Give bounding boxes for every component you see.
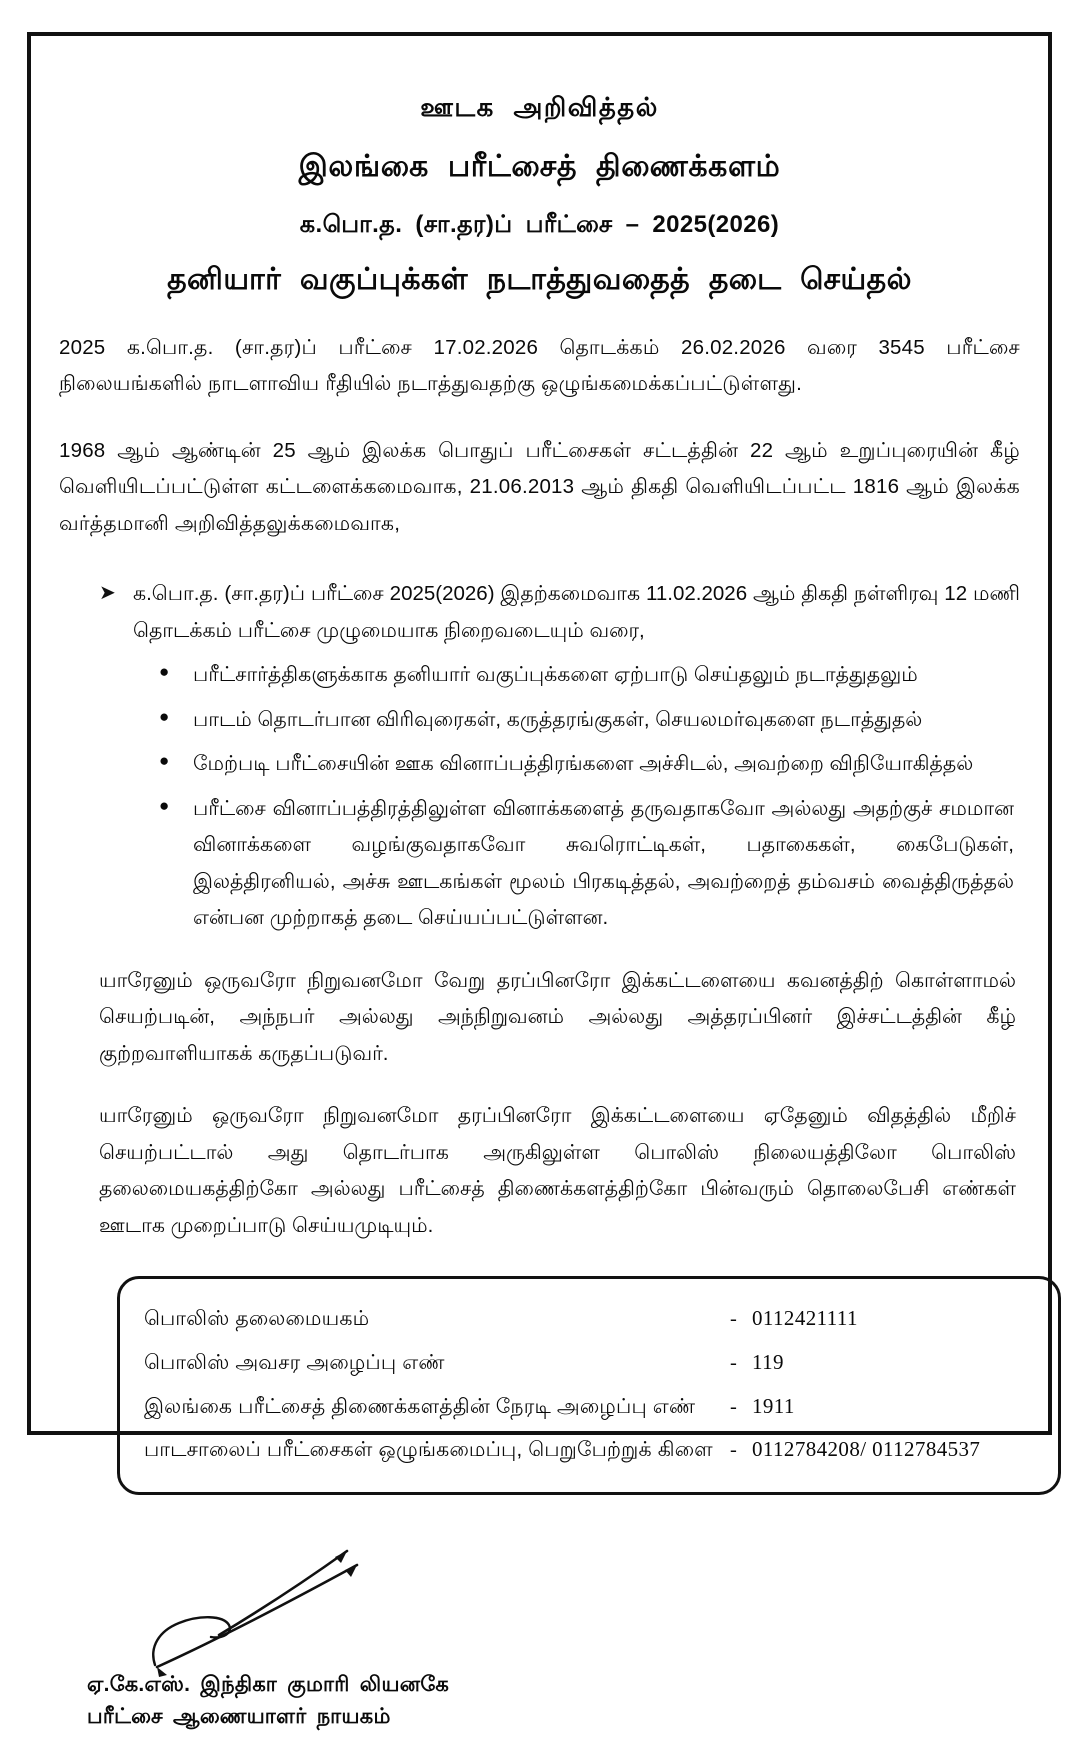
contact-row	[120, 1385, 1058, 1429]
contact-dash: -	[730, 1308, 737, 1331]
list-item	[159, 657, 1020, 693]
contact-label: பொலிஸ் அவசர அழைப்பு எண்	[144, 1350, 445, 1374]
media-notice-heading: ஊடக அறிவித்தல்	[420, 92, 659, 122]
dot-bullet-icon: ●	[159, 751, 170, 771]
list-item-label: பரீட்சார்த்திகளுக்காக தனியார் வகுப்புக்களை ஏற்பாடு செய்தலும் நடாத்துதலும்	[193, 663, 918, 687]
page-title: தனியார் வகுப்புக்கள் நடாத்துவதைத் தடை செய்தல்	[167, 262, 912, 296]
signatory-name: ஏ.கே.எஸ். இந்திகா குமாரி லியனகே	[87, 1673, 450, 1697]
list-item	[159, 746, 1020, 782]
contact-dash: -	[730, 1439, 737, 1462]
contact-number: 0112784208/ 0112784537	[752, 1437, 981, 1462]
contact-number: 1911	[752, 1393, 795, 1418]
prohibition-lead-row	[59, 576, 1020, 649]
act-reference-paragraph: 1968 ஆம் ஆண்டின் 25 ஆம் இலக்க பொதுப் பரீட்சைகள் சட்டத்தின் 22 ஆம் உறுப்புரையின் கீழ் வெளியிடப்பட்டுள்ள கட்டளைக்கமைவாக, 21.06.2013 ஆம் திகதி வெளியிடப்பட்ட 1816 ஆம் இலக்க வர்த்தமானி அறிவித்தலுக்கமைவாக,	[59, 438, 1020, 535]
contact-dash: -	[730, 1351, 737, 1374]
intro-paragraph: 2025 க.பொ.த. (சா.தர)ப் பரீட்சை 17.02.2026 தொடக்கம் 26.02.2026 வரை 3545 பரீட்சை நிலையங்களில் நாடளாவிய ரீதியில் நடாத்துவதற்கு ஒழுங்கமைக்கப்பட்டுள்ளது.	[59, 335, 1020, 396]
contact-row	[120, 1297, 1058, 1341]
signatory-title: பரீட்சை ஆணையாளர் நாயகம்	[87, 1705, 391, 1729]
contact-row	[120, 1428, 1058, 1472]
dot-bullet-icon: ●	[159, 662, 170, 682]
dot-bullet-icon: ●	[159, 795, 170, 815]
contact-number: 119	[752, 1349, 784, 1374]
list-item-label: பரீட்சை வினாப்பத்திரத்திலுள்ள வினாக்களைத் தருவதாகவோ அல்லது அதற்குச் சமமான வினாக்களை வழங்குவதாகவோ சுவரொட்டிகள், பதாகைகள், கைபேடுகள், இலத்திரனியல், அச்சு ஊடகங்கள் மூலம் பிரகடித்தல், அவற்றைத் தம்வசம் வைத்திருத்தல் என்பன முற்றாகத் தடை செய்யப்பட்டுள்ளன.	[193, 796, 1014, 930]
complaint-paragraph: யாரேனும் ஒருவரோ நிறுவனமோ தரப்பினரோ இக்கட்டளையை ஏதேனும் விதத்தில் மீறிச் செயற்பட்டால் அது தொடர்பாக அருகிலுள்ள பொலிஸ் நிலையத்திலோ பொலிஸ் தலைமையகத்திற்கோ அல்லது பரீட்சைத் திணைக்களத்திற்கோ பின்வரும் தொலைபேசி எண்கள் ஊடாக முறைப்பாடு செய்யமுடியும்.	[99, 1104, 1016, 1237]
list-item-label: பாடம் தொடர்பான விரிவுரைகள், கருத்தரங்குகள், செயலமர்வுகளை நடாத்துதல்	[193, 707, 923, 731]
contact-numbers-box	[117, 1276, 1061, 1495]
offence-paragraph: யாரேனும் ஒருவரோ நிறுவனமோ வேறு தரப்பினரோ இக்கட்டளையை கவனத்திற் கொள்ளாமல் செயற்படின், அந்நபர் அல்லது அந்நிறுவனம் அல்லது அத்தரப்பினர் இச்சட்டத்தின் கீழ் குற்றவாளியாகக் கருதப்படுவர்.	[99, 968, 1016, 1065]
list-item-label: மேற்படி பரீட்சையின் ஊக வினாப்பத்திரங்களை அச்சிடல், அவற்றை விநியோகித்தல்	[193, 752, 974, 776]
contact-number: 0112421111	[752, 1306, 858, 1331]
contact-label: இலங்கை பரீட்சைத் திணைக்களத்தின் நேரடி அழைப்பு எண்	[144, 1394, 696, 1418]
exam-name-heading: க.பொ.த. (சா.தர)ப் பரீட்சை – 2025(2026)	[299, 211, 780, 239]
arrow-bullet-icon: ➤	[99, 582, 116, 605]
document-page-border	[27, 32, 1052, 1729]
contact-label: பொலிஸ் தலைமையகம்	[144, 1307, 370, 1331]
list-item	[159, 791, 1020, 937]
contact-label: பாடசாலைப் பரீட்சைகள் ஒழுங்கமைப்பு, பெறுபேற்றுக் கிளை	[144, 1438, 713, 1462]
signature-block	[59, 1547, 1020, 1737]
dot-bullet-icon: ●	[159, 706, 170, 726]
document-heading-block	[59, 92, 1020, 298]
contact-row	[120, 1341, 1058, 1385]
list-item	[159, 702, 1020, 738]
document-body	[31, 36, 1048, 1729]
department-heading: இலங்கை பரீட்சைத் திணைக்களம்	[298, 150, 781, 184]
contact-dash: -	[730, 1395, 737, 1418]
prohibited-activities-list	[59, 657, 1020, 936]
handwritten-signature-icon	[119, 1543, 409, 1688]
prohibition-lead-text: க.பொ.த. (சா.தர)ப் பரீட்சை 2025(2026) இதற்கமைவாக 11.02.2026 ஆம் திகதி நள்ளிரவு 12 மணி தொடக்கம் பரீட்சை முழுமையாக நிறைவடையும் வரை,	[133, 582, 1020, 642]
